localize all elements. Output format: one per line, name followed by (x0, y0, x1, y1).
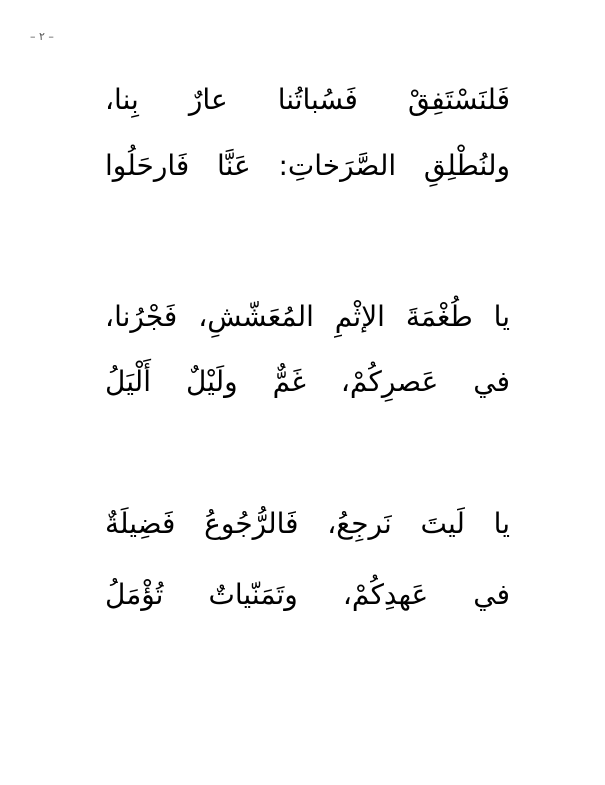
verse-word: فَلنَسْتَفِقْ (407, 83, 510, 116)
verse-word: نَرجِعُ، (327, 507, 392, 540)
verse-word: غَمٌّ (272, 365, 306, 398)
verse-line (105, 352, 510, 412)
verse-word: لَيتَ (420, 507, 465, 540)
verse-word: في (473, 365, 510, 398)
verse-word: يا (493, 507, 510, 540)
verse-word: عَصرِكُمْ، (340, 365, 439, 398)
verse-word: فَالرُّجُوعُ (204, 507, 299, 540)
verse-line (105, 494, 510, 554)
verse-line (105, 565, 510, 625)
verse-line (105, 287, 510, 347)
verse-word: ولنُطْلِقِ (423, 149, 510, 182)
verse-word: فَسُباتُنا (277, 83, 358, 116)
verse-word: بِنا، (105, 83, 139, 116)
page-number: – ٢ – (30, 30, 54, 43)
verse-line (105, 136, 510, 196)
verse-word: الصَّرَخاتِ: (278, 149, 397, 182)
verse-word: أَلْيَلُ (105, 365, 151, 398)
verse-word: في (473, 578, 510, 611)
verse-word: تُؤْمَلُ (105, 578, 164, 611)
verse-word: فَضِيلَةٌ (105, 507, 176, 540)
verse-word: الإثْمِ (334, 300, 385, 333)
verse-word: يا (493, 300, 510, 333)
verse-word: فَارحَلُوا (105, 149, 190, 182)
verse-word: طُغْمَةَ (405, 300, 473, 333)
verse-word: ولَيْلٌ (185, 365, 238, 398)
verse-word: فَجْرُنا، (105, 300, 178, 333)
verse-line (105, 70, 510, 130)
verse-word: وتَمَنّياتٌ (208, 578, 298, 611)
verse-word: المُعَشّشِ، (198, 300, 314, 333)
verse-word: عارٌ (188, 83, 228, 116)
verse-word: عَهدِكُمْ، (342, 578, 429, 611)
verse-word: عَنَّا (217, 149, 251, 182)
